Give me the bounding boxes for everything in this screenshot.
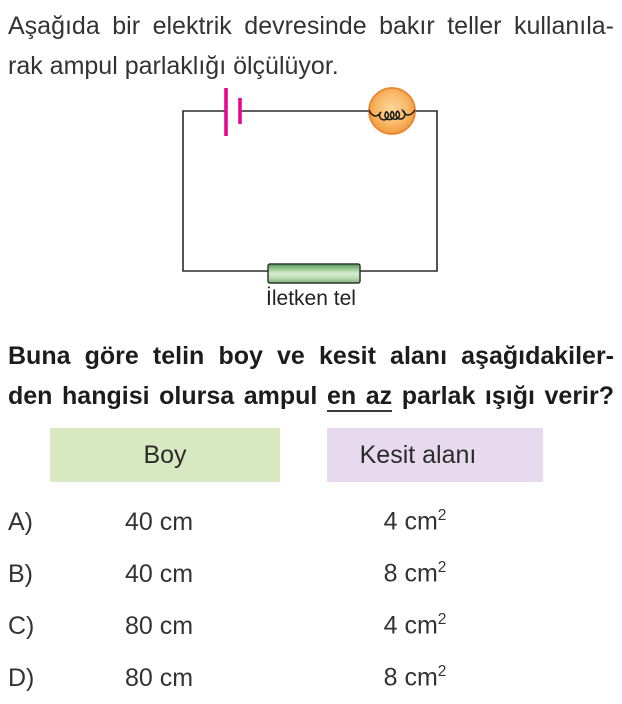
kesit-number: 8 cm [383, 663, 438, 692]
circuit-figure [0, 86, 622, 312]
kesit-superscript: 2 [437, 663, 447, 681]
circuit-diagram [0, 86, 622, 286]
option-boy-value: 40 cm [124, 559, 194, 588]
option-kesit-value [327, 611, 543, 640]
option-letter: A) [8, 507, 33, 536]
header-kesit-alani [327, 428, 543, 482]
question-line-2-before: den hangisi olursa ampul [8, 382, 327, 410]
question-paragraph [0, 336, 622, 416]
kesit-superscript: 2 [437, 559, 447, 577]
option-kesit-value [327, 559, 543, 588]
kesit-number: 4 cm [383, 611, 438, 640]
kesit-number: 8 cm [383, 559, 438, 588]
intro-line-2: rak ampul parlaklığı ölçülüyor. [8, 52, 339, 80]
battery-icon [226, 88, 240, 136]
option-boy-value: 40 cm [124, 507, 194, 536]
circuit-wire [183, 111, 437, 271]
intro-paragraph [0, 0, 622, 86]
question-line-2-after: parlak ışığı verir? [392, 382, 615, 410]
option-row-d [0, 652, 622, 704]
option-kesit-value [327, 663, 543, 692]
question-line-2 [8, 376, 614, 416]
question-emphasis: en az [326, 382, 393, 410]
table-header-row [0, 428, 622, 482]
header-kesit-alani-label: Kesit alanı [359, 440, 477, 469]
header-boy [50, 428, 280, 482]
header-boy-label: Boy [143, 440, 187, 469]
option-row-c [0, 600, 622, 652]
option-boy-value: 80 cm [124, 611, 194, 640]
options-list [0, 496, 622, 704]
question-line-1: Buna göre telin boy ve kesit alanı aşağıdakiler- [8, 342, 614, 370]
option-boy-value: 80 cm [124, 663, 194, 692]
intro-line-1: Aşağıda bir elektrik devresinde bakır teller kullanıla- [8, 12, 614, 40]
option-row-a [0, 496, 622, 548]
figure-caption: İletken tel [266, 287, 356, 310]
kesit-superscript: 2 [437, 611, 447, 629]
conductor-wire-icon [268, 264, 360, 283]
kesit-number: 4 cm [383, 507, 438, 536]
bulb-icon [369, 88, 415, 134]
option-letter: B) [8, 559, 33, 588]
kesit-superscript: 2 [437, 507, 447, 525]
option-kesit-value [327, 507, 543, 536]
answer-table [0, 428, 622, 704]
option-row-b [0, 548, 622, 600]
option-letter: D) [8, 663, 35, 692]
option-letter: C) [8, 611, 35, 640]
